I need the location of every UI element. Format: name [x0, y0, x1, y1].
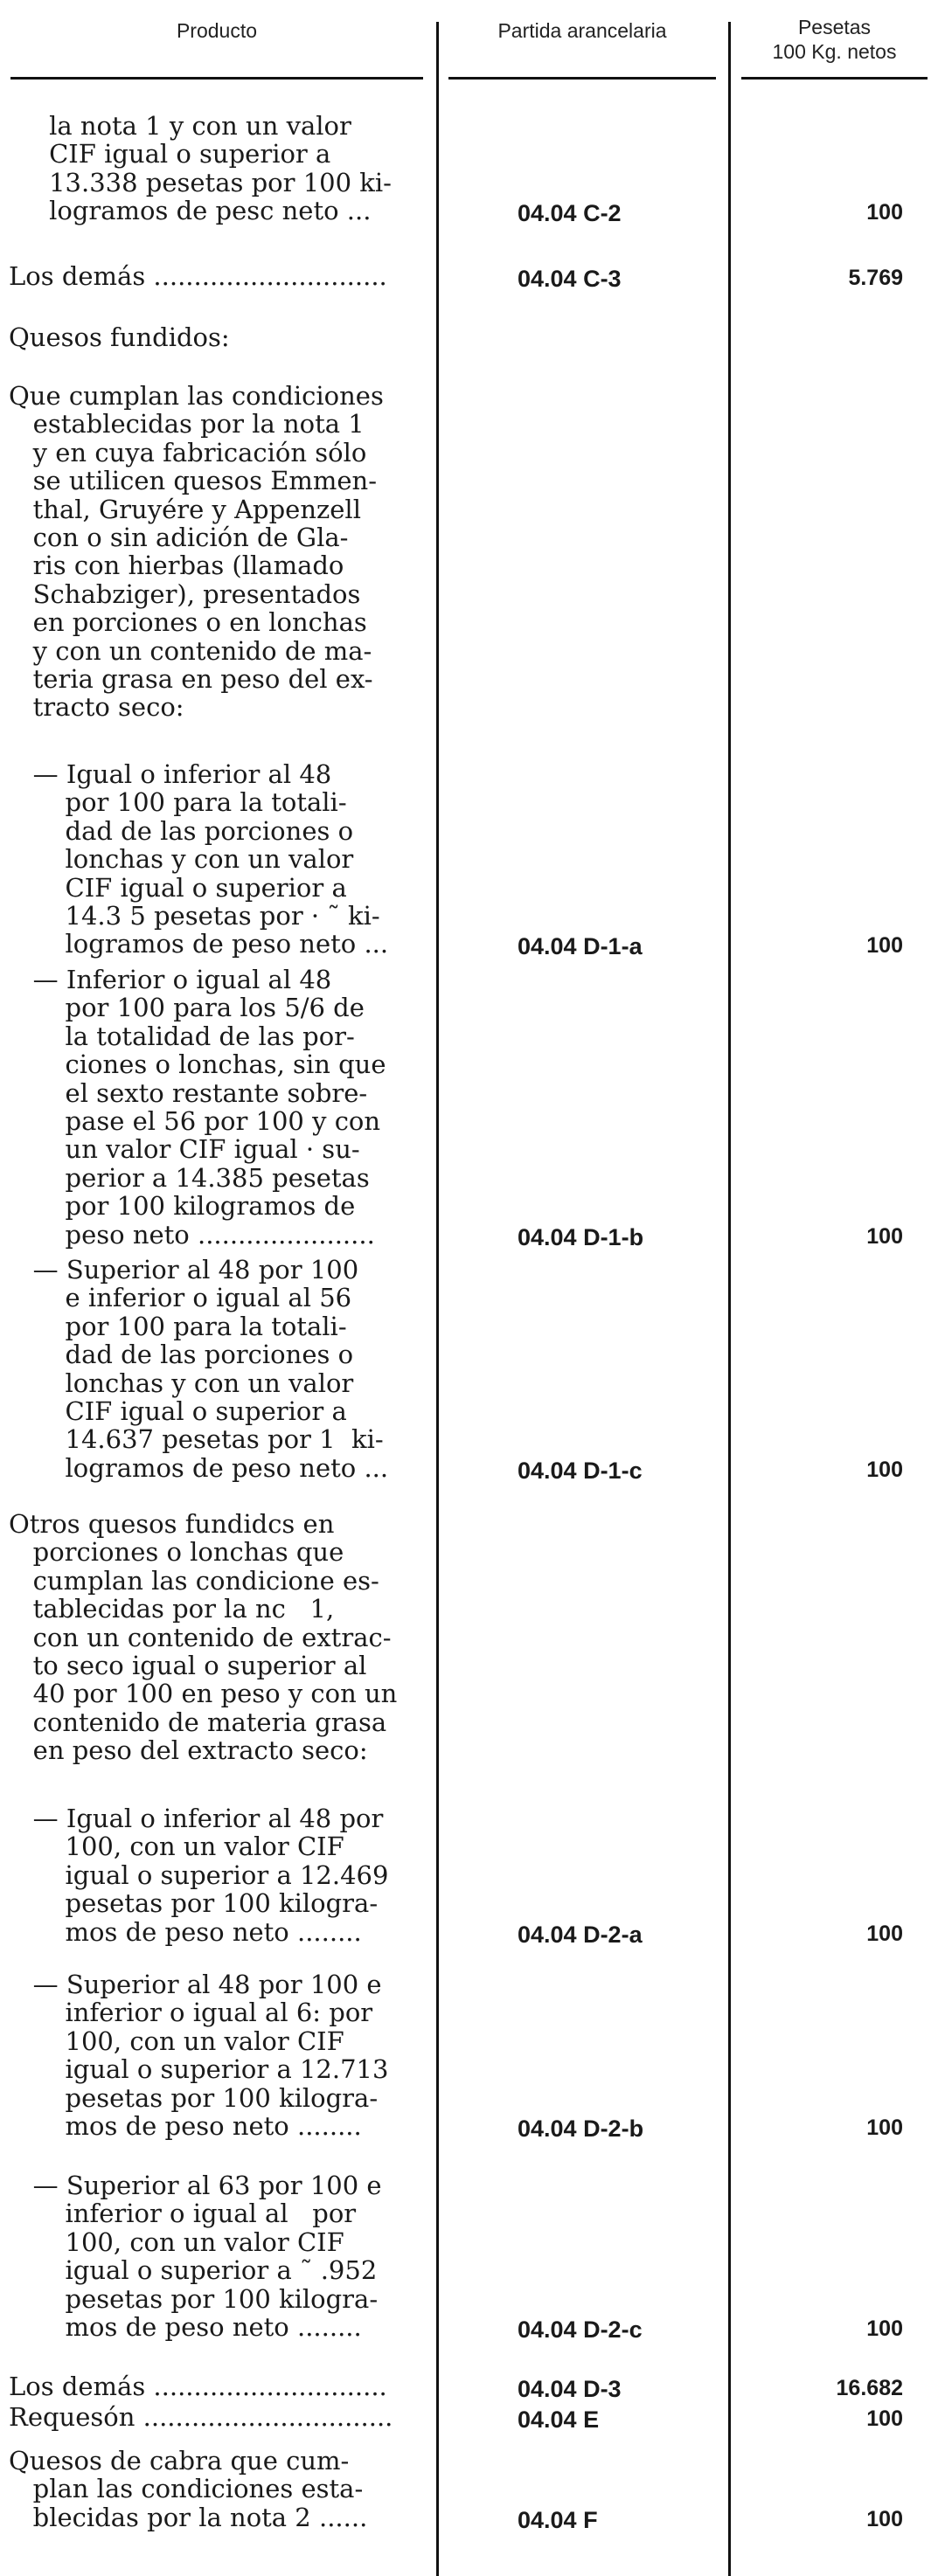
product-description: la nota 1 y con un valor CIF igual o superior a 13.338 pesetas por 100 ki- logramos de pesc neto ...	[49, 111, 392, 226]
tariff-code: 04.04 E	[518, 2406, 600, 2433]
pesetas-value: 100	[866, 933, 903, 959]
tariff-code: 04.04 D-1-a	[518, 933, 643, 960]
product-description: — Igual o inferior al 48 por 100 para la totali- dad de las porciones o lonchas y con un valor CIF igual o superior a 14.3⁠ ⁠5 pesetas por · ˜ ki- logramos de peso neto ...	[32, 759, 389, 959]
pesetas-value: 100	[866, 1223, 903, 1249]
tariff-code: 04.04 D-1-c	[518, 1457, 643, 1484]
pesetas-value: 100	[866, 2406, 903, 2431]
product-description: — Superior al 48 por 100 e inferior o igual al 56 por 100 para la totali- dad de las porciones o lonchas y con un valor CIF igual o superior a 14.637 pesetas por 1 ki- logramos de peso neto ...	[32, 1255, 389, 1483]
tariff-code: 04.04 D-3	[518, 2376, 622, 2402]
pesetas-value: 100	[866, 2116, 903, 2140]
product-description: Los demás .............................	[9, 261, 387, 291]
product-description: — Igual o inferior al 48 por 100, con un valor CIF igual o superior a 12.469 pesetas por 100 kilogra- mos de peso neto ........	[32, 1804, 389, 1947]
header-pesetas: Pesetas	[797, 16, 872, 38]
product-description: Otros quesos fundidcs en porciones o lonchas que cumplan las condicione es- tablecidas por la nc 1, con un contenido de extrac- to seco igual o superior al 40 por 100 en peso y con un contenido de materia grasa en peso del extracto seco:	[9, 1509, 398, 1766]
tariff-code: 04.04 C-3	[518, 266, 622, 292]
tariff-code: 04.04 F	[518, 2506, 598, 2533]
tariff-code: 04.04 D-2-a	[518, 1921, 643, 1948]
product-description: Quesos fundidos:	[9, 322, 230, 352]
tariff-code: 04.04 C-2	[518, 200, 622, 227]
header-kg-netos: 100 Kg. netos	[772, 40, 897, 63]
tariff-code: 04.04 D-2-b	[518, 2116, 644, 2142]
tariff-code: 04.04 D-2-c	[518, 2316, 643, 2343]
product-description: Quesos de cabra que cum- plan las condiciones esta- blecidas por la nota 2 ......	[9, 2446, 368, 2532]
product-description: Los demás .............................	[9, 2372, 387, 2401]
pesetas-value: 100	[866, 200, 903, 225]
column-divider-1	[436, 22, 439, 2576]
pesetas-value: 100	[866, 1921, 903, 1946]
pesetas-value: 5.769	[848, 266, 903, 290]
pesetas-value: 100	[866, 2316, 903, 2341]
product-description: Que cumplan las condiciones establecidas por la nota 1 y en cuya fabricación sólo se utilicen quesos Emmen- thal, Gruyére y Appenzell con o sin adición de Gla- ris con hierbas (llamado Schabziger), presentados en porciones o en lonchas y con un contenido de ma- teria grasa en peso del ex- tracto seco:	[9, 381, 384, 723]
tariff-code: 04.04 D-1-b	[518, 1223, 644, 1250]
pesetas-value: 100	[866, 2506, 903, 2531]
pesetas-value: 100	[866, 1457, 903, 1482]
product-description: — Superior al 48 por 100 e inferior o igual al 6: por 100, con un valor CIF igual o superior a 12.713 pesetas por 100 kilogra- mos de peso neto ........	[32, 1970, 389, 2142]
product-description: Requesón ...............................	[9, 2402, 393, 2432]
header-partida: Partida arancelaria	[497, 19, 667, 42]
header-rule-producto	[10, 77, 423, 80]
pesetas-value: 16.682	[836, 2376, 903, 2400]
product-description: — Superior al 63 por 100 e inferior o igual al por 100, con un valor CIF igual o superior a ˜ .952 pesetas por 100 kilogra- mos de peso neto ........	[32, 2171, 382, 2343]
column-divider-2	[728, 22, 731, 2576]
header-rule-pesetas	[741, 77, 928, 80]
product-description: — Inferior o igual al 48 por 100 para los 5/6 de la totalidad de las por- ciones o lonchas, sin que el sexto restante sobre- pase el 56 por 100 y con un valor CIF igual · su- perior a 14.385 pesetas por 100 kilogramos de peso neto ......................	[32, 965, 386, 1250]
header-producto: Producto	[176, 19, 258, 42]
header-rule-partida	[448, 77, 716, 80]
